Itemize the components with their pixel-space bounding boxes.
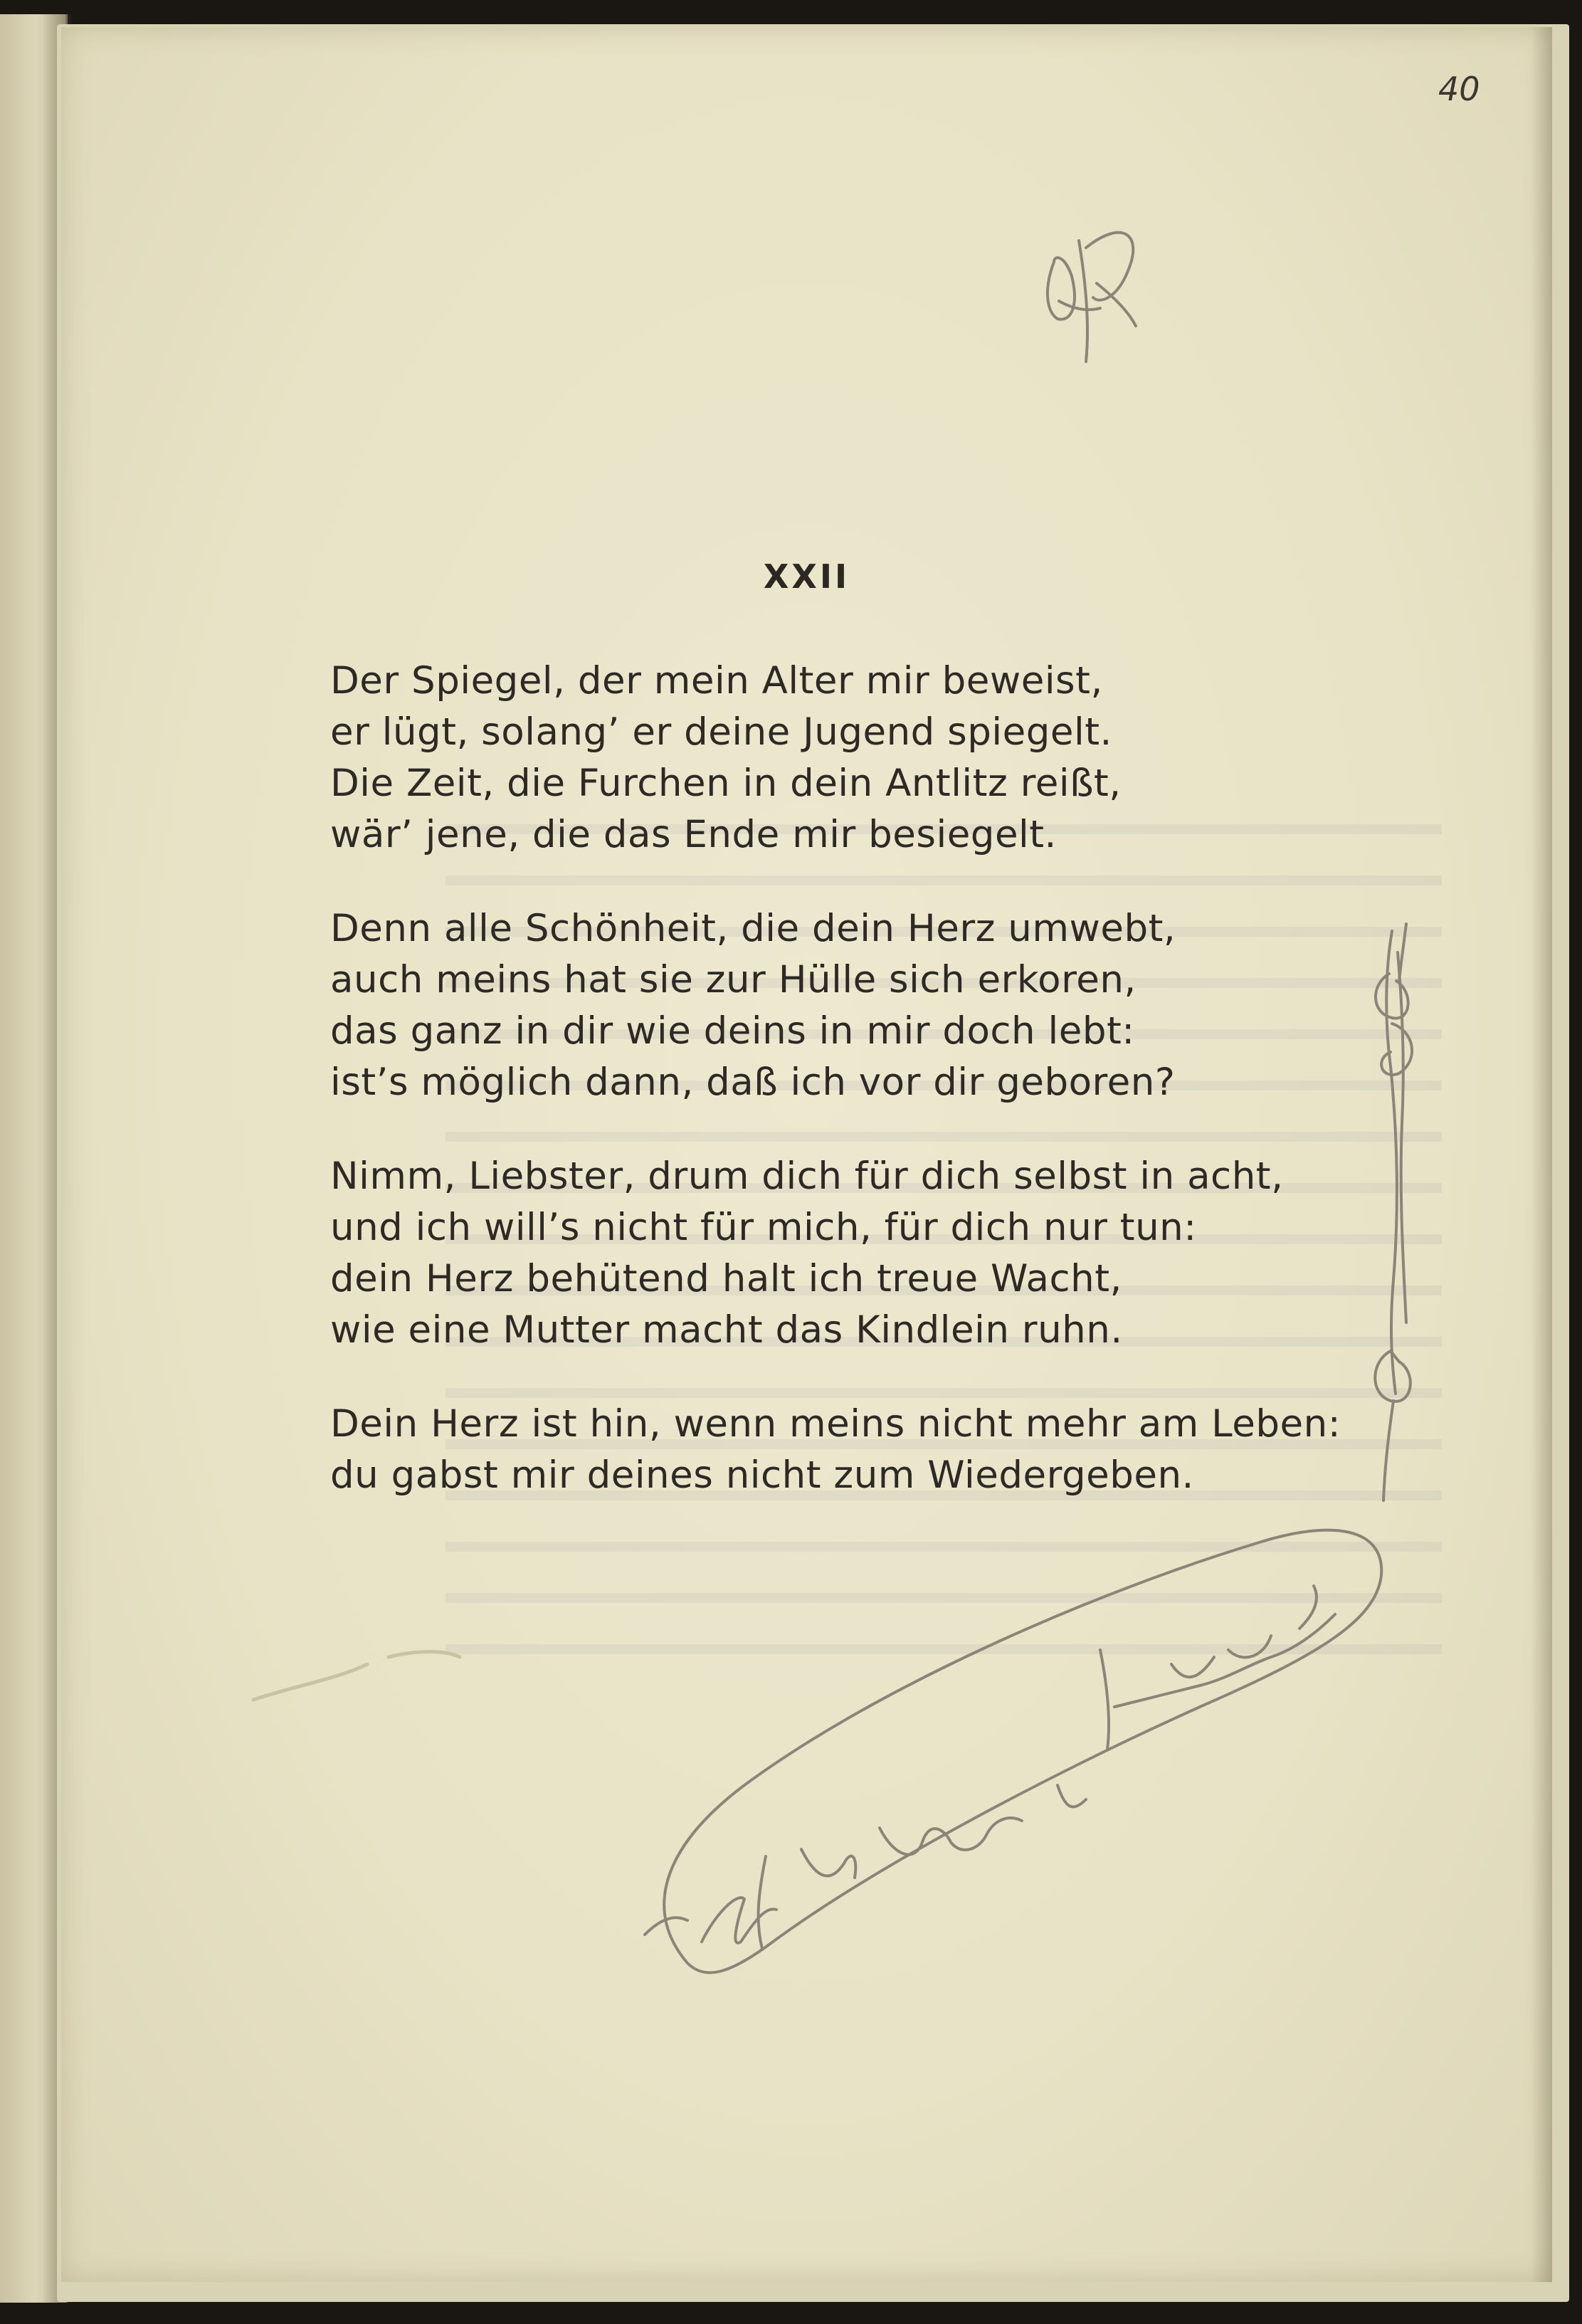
poem-line: Die Zeit, die Furchen in dein Antlitz reißt, xyxy=(330,762,1122,805)
poem-line: Der Spiegel, der mein Alter mir beweist, xyxy=(330,659,1103,703)
stanza-1 xyxy=(330,656,1398,861)
stanza-4 xyxy=(330,1399,1398,1501)
poem-line: und ich will’s nicht für mich, für dich nur tun: xyxy=(330,1206,1197,1249)
poem-line: Nimm, Liebster, drum dich für dich selbst in acht, xyxy=(330,1155,1284,1198)
poem-line: auch meins hat sie zur Hülle sich erkoren, xyxy=(330,958,1137,1001)
poem-line: Denn alle Schönheit, die dein Herz umwebt, xyxy=(330,907,1176,950)
page-number: 40 xyxy=(1438,70,1480,108)
poem-line: das ganz in dir wie deins in mir doch lebt: xyxy=(330,1009,1135,1053)
poem-line: er lügt, solang’ er deine Jugend spiegelt. xyxy=(330,710,1112,754)
poem-line: Dein Herz ist hin, wenn meins nicht mehr am Leben: xyxy=(330,1402,1341,1446)
poem-line: du gabst mir deines nicht zum Wiedergeben. xyxy=(330,1453,1194,1497)
stanza-3 xyxy=(330,1151,1398,1356)
poem-line: wie eine Mutter macht das Kindlein ruhn. xyxy=(330,1308,1123,1352)
pencil-monogram-icon xyxy=(1048,233,1136,362)
poem-heading: XXII xyxy=(763,557,850,596)
paper-crease xyxy=(253,1652,460,1700)
pencil-handwritten-note-icon xyxy=(645,1530,1381,1973)
poem-line: dein Herz behütend halt ich treue Wacht, xyxy=(330,1257,1122,1300)
book-page xyxy=(61,27,1552,2282)
poem-line: wär’ jene, die das Ende mir besiegelt. xyxy=(330,813,1057,856)
stanza-2 xyxy=(330,903,1398,1108)
poem-line: ist’s möglich dann, daß ich vor dir geboren? xyxy=(330,1061,1176,1104)
poem-body xyxy=(330,656,1398,1544)
